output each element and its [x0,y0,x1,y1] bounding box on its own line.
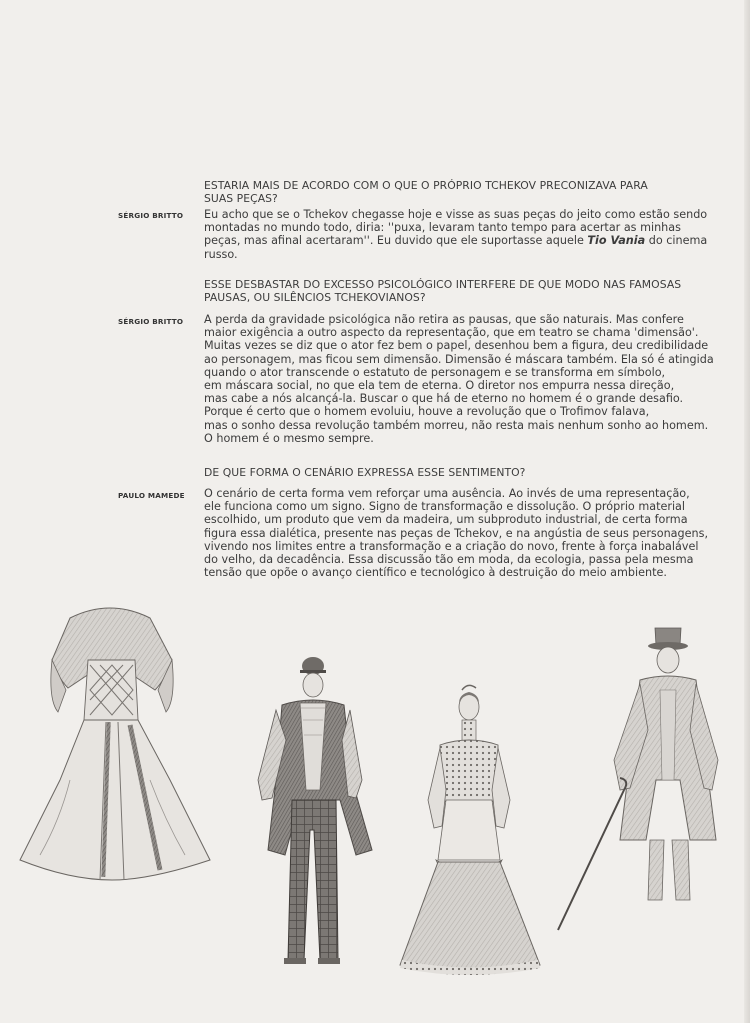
woman-dress-illustration [400,685,540,975]
question-1: ESTARIA MAIS DE ACORDO COM O QUE O PRÓPRIO TCHEKOV PRECONIZAVA PARA SUAS PEÇAS? [204,179,648,206]
speaker-2: SÉRGIO BRITTO [118,317,184,326]
gown-illustration [20,608,210,880]
answer-1-title: Tio Vania [587,234,646,248]
speaker-1: SÉRGIO BRITTO [118,211,184,220]
question-3: DE QUE FORMA O CENÁRIO EXPRESSA ESSE SENTIMENTO? [204,466,526,479]
answer-1 [204,208,724,261]
costume-illustrations [0,590,750,1023]
answer-1-text-b: do cinema russo. [204,234,708,261]
answer-2: A perda da gravidade psicológica não retira as pausas, que são naturais. Mas confere maior exigência a outro aspecto da representação, que em teatro se chama 'dimensão'. Muitas vezes se diz que o ator fez bem o papel, desenhou bem a figura, deu credibilidade ao personagem, mas ficou sem dimensão. Dimensão é máscara também. Ela só é atingida quando o ator transcende o estatuto de personagem e se transforma em símbolo, em máscara social, no que ela tem de eterna. O diretor nos empurra nessa direção, mas cabe a nós alcançá-la. Buscar o que há de eterno no homem é o grande desafio. Porque é certo que o homem evoluiu, houve a revolução que o Trofimov falava, mas o sonho dessa revolução também morreu, não resta mais nenhum sonho ao homem. O homem é o mesmo sempre. [204,313,714,445]
man-cane-illustration [558,628,718,930]
answer-1-text-a: Eu acho que se o Tchekov chegasse hoje e visse as suas peças do jeito como estão sendo montadas no mundo todo, diria: ''puxa, levaram tanto tempo para acertar as minhas peças, mas afinal acertaram''. Eu duvido que ele suportasse aquele [204,208,708,248]
question-2: ESSE DESBASTAR DO EXCESSO PSICOLÓGICO INTERFERE DE QUE MODO NAS FAMOSAS PAUSAS, OU SILÊNCIOS TCHEKOVIANOS? [204,278,682,305]
speaker-3: PAULO MAMEDE [118,491,185,500]
answer-3: O cenário de certa forma vem reforçar uma ausência. Ao invés de uma representação, ele funciona como um signo. Signo de transformação e dissolução. O próprio material escolhido, um produto que vem da madeira, um subproduto industrial, de certa forma figura essa dialética, presente nas peças de Tchekov, e na angústia de seus personagens, vivendo nos limites entre a transformação e a criação do novo, frente à força inabalável do velho, da decadência. Essa discussão tão em moda, da ecologia, passa pela mesma tensão que opõe o avanço científico e tecnológico à destruição do meio ambiente. [204,487,709,580]
man-bowler-illustration [258,657,372,964]
